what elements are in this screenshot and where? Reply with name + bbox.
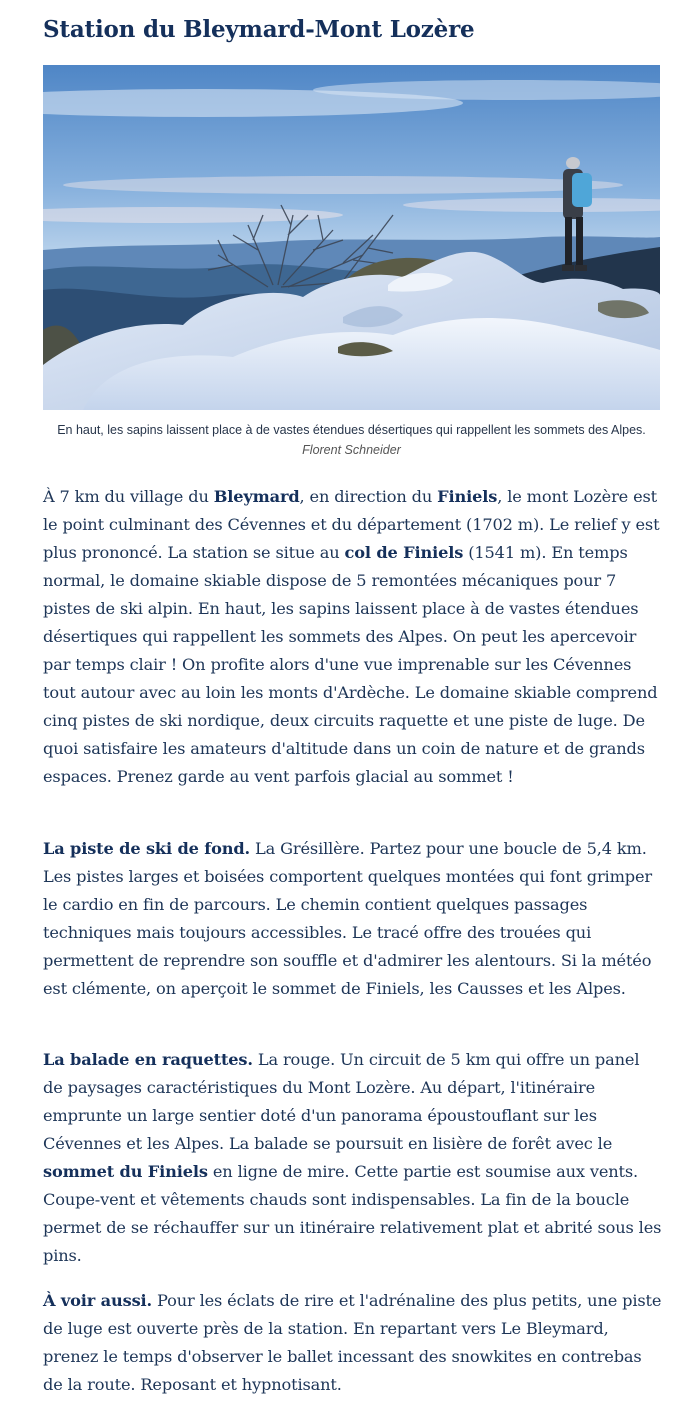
bold-col-de-finiels: col de Finiels <box>344 543 464 562</box>
section-lead: La balade en raquettes. <box>43 1050 253 1069</box>
bold-sommet-du-finiels: sommet du Finiels <box>43 1162 208 1181</box>
text-span: (1541 m). En temps normal, le domaine skiable dispose de 5 remontées mécaniques pour 7 pistes de ski alpin. En haut, les sapins laissent place à de vastes étendues désertiques qui rappellent les sommets des Alpes. On peut les apercevoir par temps clair ! On profite alors d'une vue imprenable sur les Cévennes tout autour avec au loin les monts d'Ardèche. Le domaine skiable comprend cinq pistes de ski nordique, deux circuits raquette et une piste de luge. De quoi satisfaire les amateurs d'altitude dans un coin de nature et de grands espaces. Prenez garde au vent parfois glacial au sommet ! <box>43 543 658 786</box>
section-lead: La piste de ski de fond. <box>43 839 251 858</box>
paragraph-a-voir-aussi <box>43 1287 663 1399</box>
caption-text: En haut, les sapins laissent place à de vastes étendues désertiques qui rappellent les sommets des Alpes. <box>57 423 646 437</box>
text-span: La Grésillère. Partez pour une boucle de 5,4 km. Les pistes larges et boisées comportent quelques montées qui font grimper le cardio en fin de parcours. Le chemin contient quelques passages techniques mais toujours accessibles. Le tracé offre des trouées qui permettent de reprendre son souffle et d'admirer les alentours. Si la météo est clémente, on aperçoit le sommet de Finiels, les Causses et les Alpes. <box>43 839 653 998</box>
photo-caption <box>43 420 660 460</box>
section-lead: À voir aussi. <box>43 1291 153 1310</box>
paragraph-intro <box>43 483 663 791</box>
text-span: , le mont Lozère est le point culminant des Cévennes et du département (1702 m). Le relief y est plus prononcé. La station se situe au <box>43 487 660 562</box>
text-span: en ligne de mire. Cette partie est soumise aux vents. Coupe-vent et vêtements chauds sont indispensables. La fin de la boucle permet de se réchauffer sur un itinéraire relativement plat et abrité sous les pins. <box>43 1162 662 1265</box>
paragraph-ski-de-fond <box>43 835 663 1003</box>
text-span: À 7 km du village du <box>43 487 214 506</box>
hero-photo <box>43 65 660 410</box>
photo-credit: Florent Schneider <box>302 443 401 457</box>
paragraph-raquettes <box>43 1046 663 1270</box>
bold-bleymard: Bleymard <box>213 487 300 506</box>
text-span: Pour les éclats de rire et l'adrénaline des plus petits, une piste de luge est ouverte près de la station. En repartant vers Le Bleymard, prenez le temps d'observer le ballet incessant des snowkites en contrebas de la route. Reposant et hypnotisant. <box>43 1291 662 1394</box>
text-span: , en direction du <box>299 487 438 506</box>
bold-finiels: Finiels <box>437 487 498 506</box>
page-title: Station du Bleymard-Mont Lozère <box>43 16 475 43</box>
text-span: La rouge. Un circuit de 5 km qui offre un panel de paysages caractéristiques du Mont Lozère. Au départ, l'itinéraire emprunte un large sentier doté d'un panorama époustouflant sur les Cévennes et les Alpes. La balade se poursuit en lisière de forêt avec le <box>43 1050 640 1153</box>
